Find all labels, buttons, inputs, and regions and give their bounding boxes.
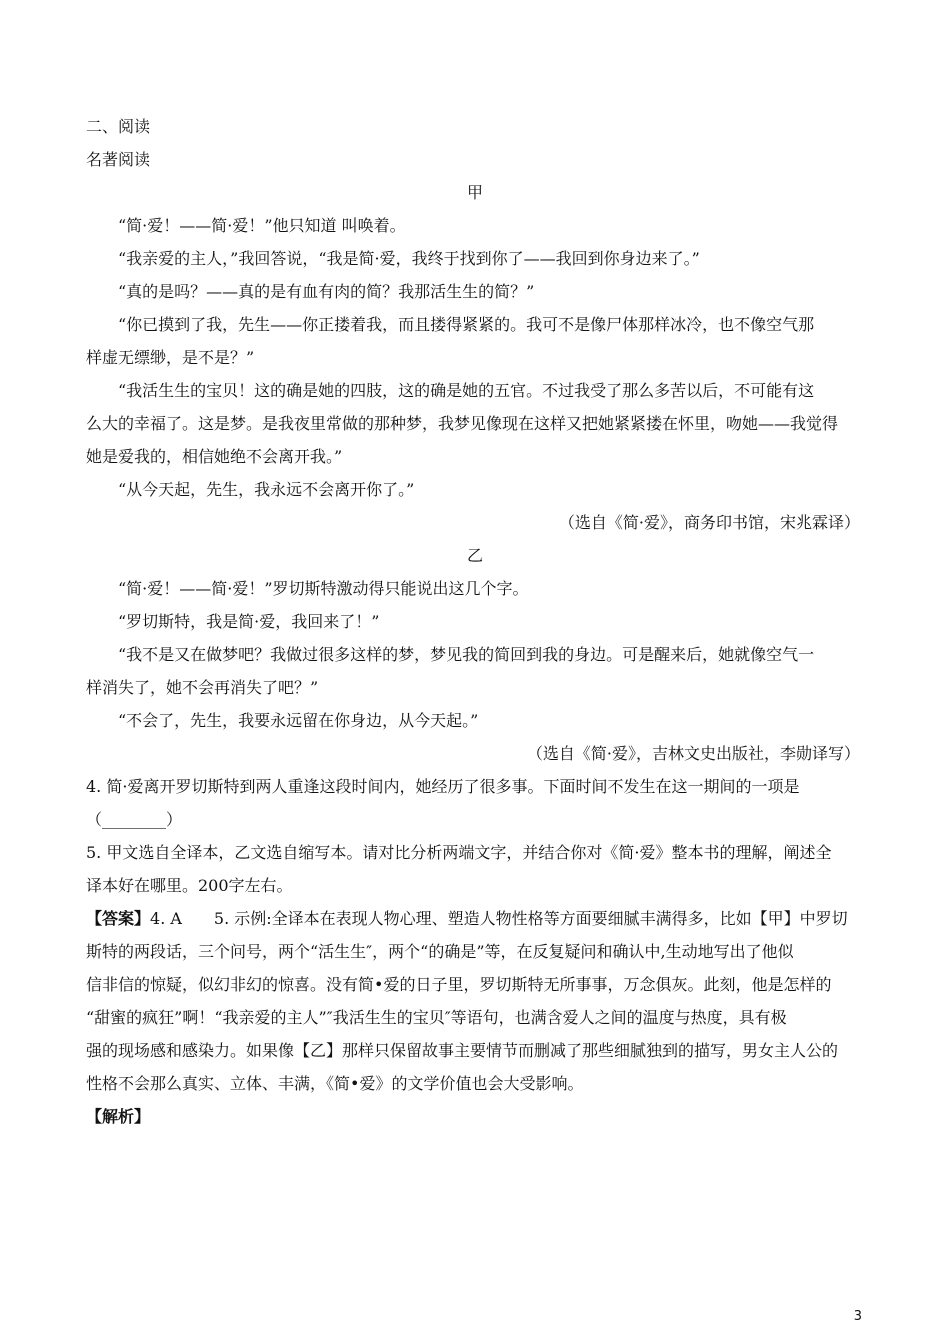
passage-a-label: 甲: [466, 183, 483, 202]
passage-a-line: 她是爱我的，相信她绝不会离开我。”: [86, 447, 343, 466]
passage-b-label: 乙: [466, 546, 483, 565]
passage-b-line: “我不是又在做梦吧？我做过很多这样的梦，梦见我的简回到我的身边。可是醒来后，她就像空气一: [118, 645, 815, 664]
answer-line: 信非信的惊疑，似幻非幻的惊喜。没有简•爱的日子里，罗切斯特无所事事，万念俱灰。此刻，他是怎样的: [86, 975, 832, 994]
answer-line: “甜蜜的疯狂”啊！“我亲爱的主人”″我活生生的宝贝″等语句，也满含爱人之间的温度与热度，具有极: [86, 1008, 787, 1027]
passage-a-line: 么大的幸福了。这是梦。是我夜里常做的那种梦，我梦见像现在这样又把她紧紧搂在怀里，吻她——我觉得: [86, 414, 839, 433]
passage-a-line: “简·爱！——简·爱！”他只知道 叫唤着。: [118, 216, 406, 235]
answer-line: 强的现场感和感染力。如果像【乙】那样只保留故事主要情节而删减了那些细腻独到的描写，男女主人公的: [86, 1041, 839, 1060]
passage-b-source: （选自《简·爱》，吉林文史出版社，李勋译写）: [526, 744, 860, 763]
passage-a-line: “我亲爱的主人，”我回答说，“我是简·爱，我终于找到你了——我回到你身边来了。”: [118, 249, 700, 268]
answer-text: 4. A 5. 示例:全译本在表现人物心理、塑造人物性格等方面要细腻丰满得多，比如【甲】中罗切: [150, 909, 848, 928]
passage-a-line: 样虚无缥缈，是不是？”: [86, 348, 255, 367]
answer-line: 性格不会那么真实、立体、丰满，《简•爱》的文学价值也会大受影响。: [86, 1074, 584, 1093]
passage-a-line: “你已摸到了我，先生——你正搂着我，而且搂得紧紧的。我可不是像尸体那样冰冷，也不像空气那: [118, 315, 815, 334]
question-4-blank: （________）: [86, 810, 183, 829]
subsection-title: 名著阅读: [86, 150, 151, 169]
question-5: 5. 甲文选自全译本，乙文选自缩写本。请对比分析两端文字，并结合你对《简·爱》整本书的理解，阐述全: [86, 843, 832, 862]
passage-a-line: “我活生生的宝贝！这的确是她的四肢，这的确是她的五官。不过我受了那么多苦以后，不可能有这: [118, 381, 815, 400]
passage-a-line: “从今天起，先生，我永远不会离开你了。”: [118, 480, 415, 499]
page-number: 3: [853, 1309, 862, 1324]
passage-b-line: “简·爱！——简·爱！”罗切斯特激动得只能说出这几个字。: [118, 579, 529, 598]
passage-a-line: “真的是吗？——真的是有血有肉的简？我那活生生的简？”: [118, 282, 535, 301]
section-title: 二、阅读: [86, 117, 151, 136]
passage-b-line: 样消失了，她不会再消失了吧？”: [86, 678, 319, 697]
question-4: 4. 简·爱离开罗切斯特到两人重逢这段时间内，她经历了很多事。下面时间不发生在这一期间的一项是: [86, 777, 800, 796]
answer-line: 斯特的两段话，三个问号，两个“活生生″，两个“的确是”等，在反复疑问和确认中,生动地写出了他似: [86, 942, 794, 961]
passage-b-line: “罗切斯特，我是简·爱，我回来了！”: [118, 612, 380, 631]
answer-tag: 【答案】: [86, 909, 151, 928]
answer-line: [86, 902, 864, 935]
question-5-cont: 译本好在哪里。200字左右。: [86, 876, 293, 895]
passage-b-line: “不会了，先生，我要永远留在你身边，从今天起。”: [118, 711, 479, 730]
analysis-tag: 【解析】: [86, 1107, 151, 1126]
passage-a-source: （选自《简·爱》，商务印书馆，宋兆霖译）: [558, 513, 860, 532]
